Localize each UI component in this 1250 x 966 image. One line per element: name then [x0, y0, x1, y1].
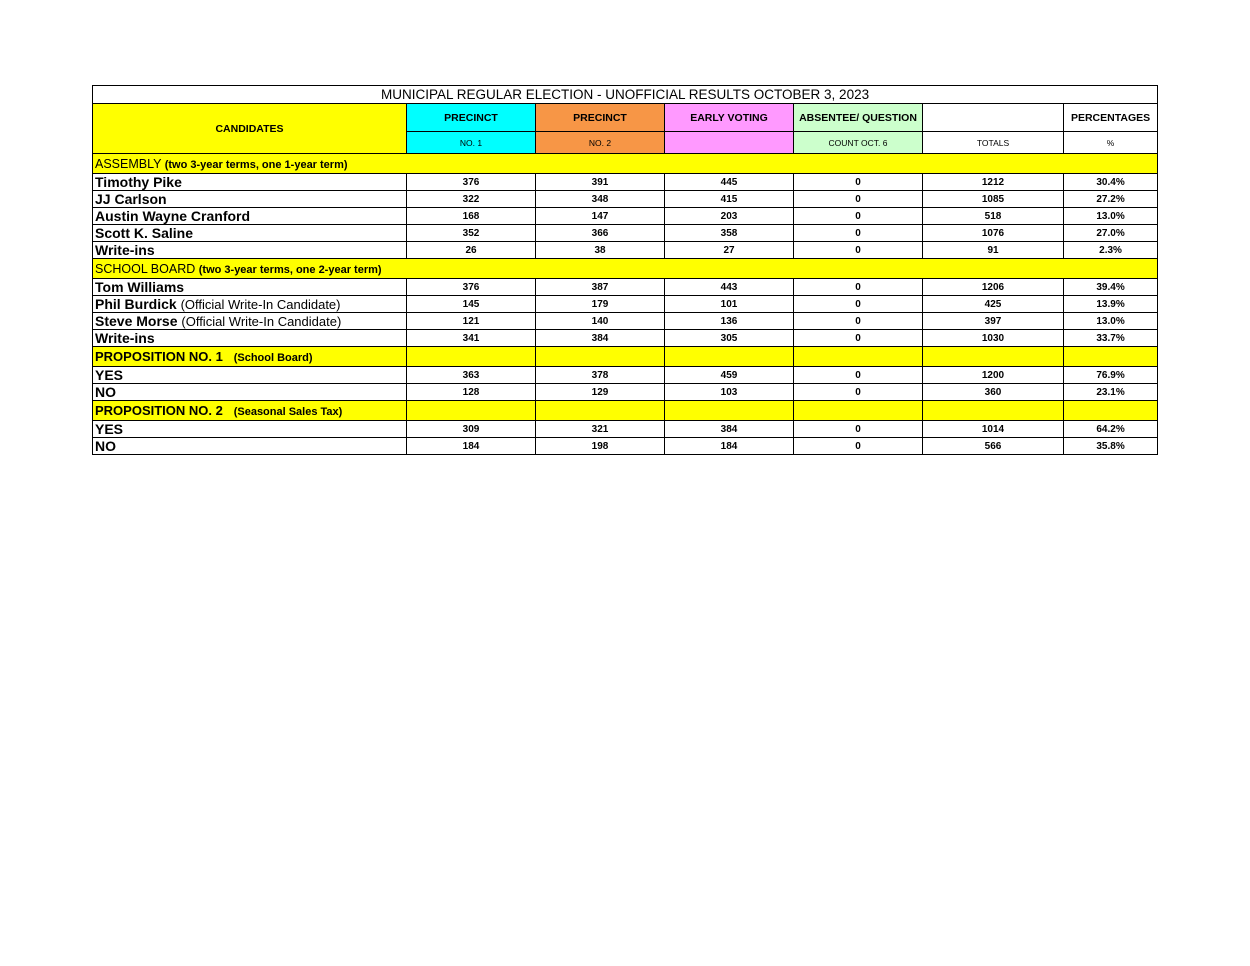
- section-title: [93, 154, 1158, 174]
- precinct1-value: 341: [407, 330, 536, 347]
- section-fill-cell: [536, 347, 665, 367]
- percentages-header: PERCENTAGES: [1064, 104, 1158, 132]
- absentee-value: 0: [794, 242, 923, 259]
- early-voting-subheader: [665, 132, 794, 154]
- precinct2-value: 387: [536, 279, 665, 296]
- precinct2-value: 378: [536, 367, 665, 384]
- candidate-name-cell: [93, 438, 407, 455]
- percentage-value: 30.4%: [1064, 174, 1158, 191]
- candidate-name-cell: [93, 367, 407, 384]
- candidate-name-cell: [93, 313, 407, 330]
- table-row: [93, 225, 1158, 242]
- table-row: [93, 421, 1158, 438]
- precinct2-value: 384: [536, 330, 665, 347]
- candidate-name: Steve Morse: [95, 313, 178, 329]
- section-title: [93, 347, 407, 367]
- percentage-value: 33.7%: [1064, 330, 1158, 347]
- table-row: [93, 313, 1158, 330]
- candidate-name: NO: [95, 438, 116, 454]
- table-row: [93, 367, 1158, 384]
- early-voting-value: 384: [665, 421, 794, 438]
- percentage-value: 35.8%: [1064, 438, 1158, 455]
- absentee-value: 0: [794, 438, 923, 455]
- precinct2-value: 321: [536, 421, 665, 438]
- absentee-value: 0: [794, 421, 923, 438]
- section-fill-cell: [665, 347, 794, 367]
- percentage-value: 13.9%: [1064, 296, 1158, 313]
- candidate-name: JJ Carlson: [95, 191, 167, 207]
- section-name: SCHOOL BOARD: [95, 261, 196, 276]
- total-value: 1014: [923, 421, 1064, 438]
- totals-header: TOTALS: [923, 132, 1064, 154]
- section-note: (two 3-year terms, one 2-year term): [198, 263, 382, 276]
- percentage-value: 2.3%: [1064, 242, 1158, 259]
- precinct1-value: 322: [407, 191, 536, 208]
- absentee-value: 0: [794, 313, 923, 330]
- total-value: 1200: [923, 367, 1064, 384]
- precinct1-value: 376: [407, 279, 536, 296]
- section-header-school-board: [93, 259, 1158, 279]
- precinct1-value: 128: [407, 384, 536, 401]
- candidates-header: CANDIDATES: [93, 104, 407, 154]
- section-fill-cell: [923, 347, 1064, 367]
- percentage-value: 64.2%: [1064, 421, 1158, 438]
- table-row: [93, 384, 1158, 401]
- table-row: [93, 296, 1158, 313]
- early-voting-header: EARLY VOTING: [665, 104, 794, 132]
- candidate-name-cell: [93, 279, 407, 296]
- totals-header-top: [923, 104, 1064, 132]
- precinct1-value: 376: [407, 174, 536, 191]
- section-fill-cell: [923, 401, 1064, 421]
- section-name: PROPOSITION NO. 1: [95, 349, 223, 364]
- section-header-prop2: [93, 401, 1158, 421]
- candidate-name: Timothy Pike: [95, 174, 182, 190]
- section-fill-cell: [536, 401, 665, 421]
- candidate-name-cell: [93, 296, 407, 313]
- table-row: [93, 174, 1158, 191]
- table-row: [93, 191, 1158, 208]
- early-voting-value: 184: [665, 438, 794, 455]
- section-title: [93, 401, 407, 421]
- percentage-value: 23.1%: [1064, 384, 1158, 401]
- precinct1-value: 309: [407, 421, 536, 438]
- absentee-value: 0: [794, 367, 923, 384]
- absentee-value: 0: [794, 384, 923, 401]
- precinct1-value: 184: [407, 438, 536, 455]
- precinct2-value: 147: [536, 208, 665, 225]
- early-voting-value: 459: [665, 367, 794, 384]
- candidate-name-cell: [93, 242, 407, 259]
- candidate-name-cell: [93, 225, 407, 242]
- table-row: [93, 279, 1158, 296]
- candidate-name-cell: [93, 330, 407, 347]
- candidate-name-cell: [93, 208, 407, 225]
- percentage-value: 39.4%: [1064, 279, 1158, 296]
- precinct1-value: 26: [407, 242, 536, 259]
- candidate-name-cell: [93, 421, 407, 438]
- section-name: PROPOSITION NO. 2: [95, 403, 223, 418]
- section-note: (two 3-year terms, one 1-year term): [164, 158, 348, 171]
- section-fill-cell: [407, 347, 536, 367]
- absentee-value: 0: [794, 296, 923, 313]
- candidate-name: Austin Wayne Cranford: [95, 208, 251, 224]
- percentage-value: 27.2%: [1064, 191, 1158, 208]
- percentages-subheader: %: [1064, 132, 1158, 154]
- section-fill-cell: [1064, 347, 1158, 367]
- page-title: MUNICIPAL REGULAR ELECTION - UNOFFICIAL RESULTS OCTOBER 3, 2023: [93, 86, 1158, 104]
- precinct2-header: PRECINCT: [536, 104, 665, 132]
- section-title: [93, 259, 1158, 279]
- section-name: ASSEMBLY: [95, 156, 162, 171]
- absentee-value: 0: [794, 330, 923, 347]
- precinct2-value: 129: [536, 384, 665, 401]
- section-fill-cell: [794, 401, 923, 421]
- total-value: 1212: [923, 174, 1064, 191]
- results-table: [92, 85, 1158, 455]
- precinct1-value: 145: [407, 296, 536, 313]
- precinct1-subheader: NO. 1: [407, 132, 536, 154]
- section-header-prop1: [93, 347, 1158, 367]
- total-value: 518: [923, 208, 1064, 225]
- early-voting-value: 101: [665, 296, 794, 313]
- total-value: 397: [923, 313, 1064, 330]
- candidate-name: Write-ins: [95, 242, 155, 258]
- precinct2-value: 179: [536, 296, 665, 313]
- early-voting-value: 27: [665, 242, 794, 259]
- percentage-value: 76.9%: [1064, 367, 1158, 384]
- early-voting-value: 443: [665, 279, 794, 296]
- table-row: [93, 438, 1158, 455]
- precinct1-header: PRECINCT: [407, 104, 536, 132]
- total-value: 360: [923, 384, 1064, 401]
- candidate-name: Tom Williams: [95, 279, 185, 295]
- precinct2-value: 198: [536, 438, 665, 455]
- percentage-value: 13.0%: [1064, 208, 1158, 225]
- precinct1-value: 352: [407, 225, 536, 242]
- candidate-name: Scott K. Saline: [95, 225, 194, 241]
- precinct1-value: 121: [407, 313, 536, 330]
- early-voting-value: 305: [665, 330, 794, 347]
- early-voting-value: 203: [665, 208, 794, 225]
- total-value: 1030: [923, 330, 1064, 347]
- table-row: [93, 208, 1158, 225]
- section-note: (School Board): [233, 352, 313, 364]
- table-row: [93, 242, 1158, 259]
- absentee-subheader: COUNT OCT. 6: [794, 132, 923, 154]
- precinct2-value: 38: [536, 242, 665, 259]
- early-voting-value: 136: [665, 313, 794, 330]
- precinct2-value: 348: [536, 191, 665, 208]
- absentee-value: 0: [794, 225, 923, 242]
- absentee-value: 0: [794, 191, 923, 208]
- section-fill-cell: [794, 347, 923, 367]
- early-voting-value: 358: [665, 225, 794, 242]
- percentage-value: 27.0%: [1064, 225, 1158, 242]
- candidate-name: Phil Burdick: [95, 296, 177, 312]
- section-fill-cell: [665, 401, 794, 421]
- candidate-name-cell: [93, 191, 407, 208]
- total-value: 91: [923, 242, 1064, 259]
- precinct2-value: 140: [536, 313, 665, 330]
- total-value: 566: [923, 438, 1064, 455]
- header-row: [93, 104, 1158, 132]
- early-voting-value: 103: [665, 384, 794, 401]
- section-fill-cell: [407, 401, 536, 421]
- total-value: 1085: [923, 191, 1064, 208]
- absentee-value: 0: [794, 279, 923, 296]
- percentage-value: 13.0%: [1064, 313, 1158, 330]
- candidate-name: Write-ins: [95, 330, 155, 346]
- precinct2-value: 366: [536, 225, 665, 242]
- table-row: [93, 330, 1158, 347]
- total-value: 1076: [923, 225, 1064, 242]
- precinct1-value: 363: [407, 367, 536, 384]
- section-fill-cell: [1064, 401, 1158, 421]
- candidate-name-cell: [93, 384, 407, 401]
- total-value: 1206: [923, 279, 1064, 296]
- early-voting-value: 445: [665, 174, 794, 191]
- absentee-header: ABSENTEE/ QUESTION: [794, 104, 923, 132]
- candidate-name: NO: [95, 384, 116, 400]
- candidate-name: YES: [95, 367, 124, 383]
- candidate-name-cell: [93, 174, 407, 191]
- total-value: 425: [923, 296, 1064, 313]
- candidate-note: (Official Write-In Candidate): [180, 297, 341, 312]
- section-note: (Seasonal Sales Tax): [233, 406, 343, 418]
- precinct2-subheader: NO. 2: [536, 132, 665, 154]
- precinct1-value: 168: [407, 208, 536, 225]
- early-voting-value: 415: [665, 191, 794, 208]
- precinct2-value: 391: [536, 174, 665, 191]
- candidate-name: YES: [95, 421, 124, 437]
- absentee-value: 0: [794, 208, 923, 225]
- candidate-note: (Official Write-In Candidate): [181, 314, 342, 329]
- absentee-value: 0: [794, 174, 923, 191]
- title-row: [93, 86, 1158, 104]
- section-header-assembly: [93, 154, 1158, 174]
